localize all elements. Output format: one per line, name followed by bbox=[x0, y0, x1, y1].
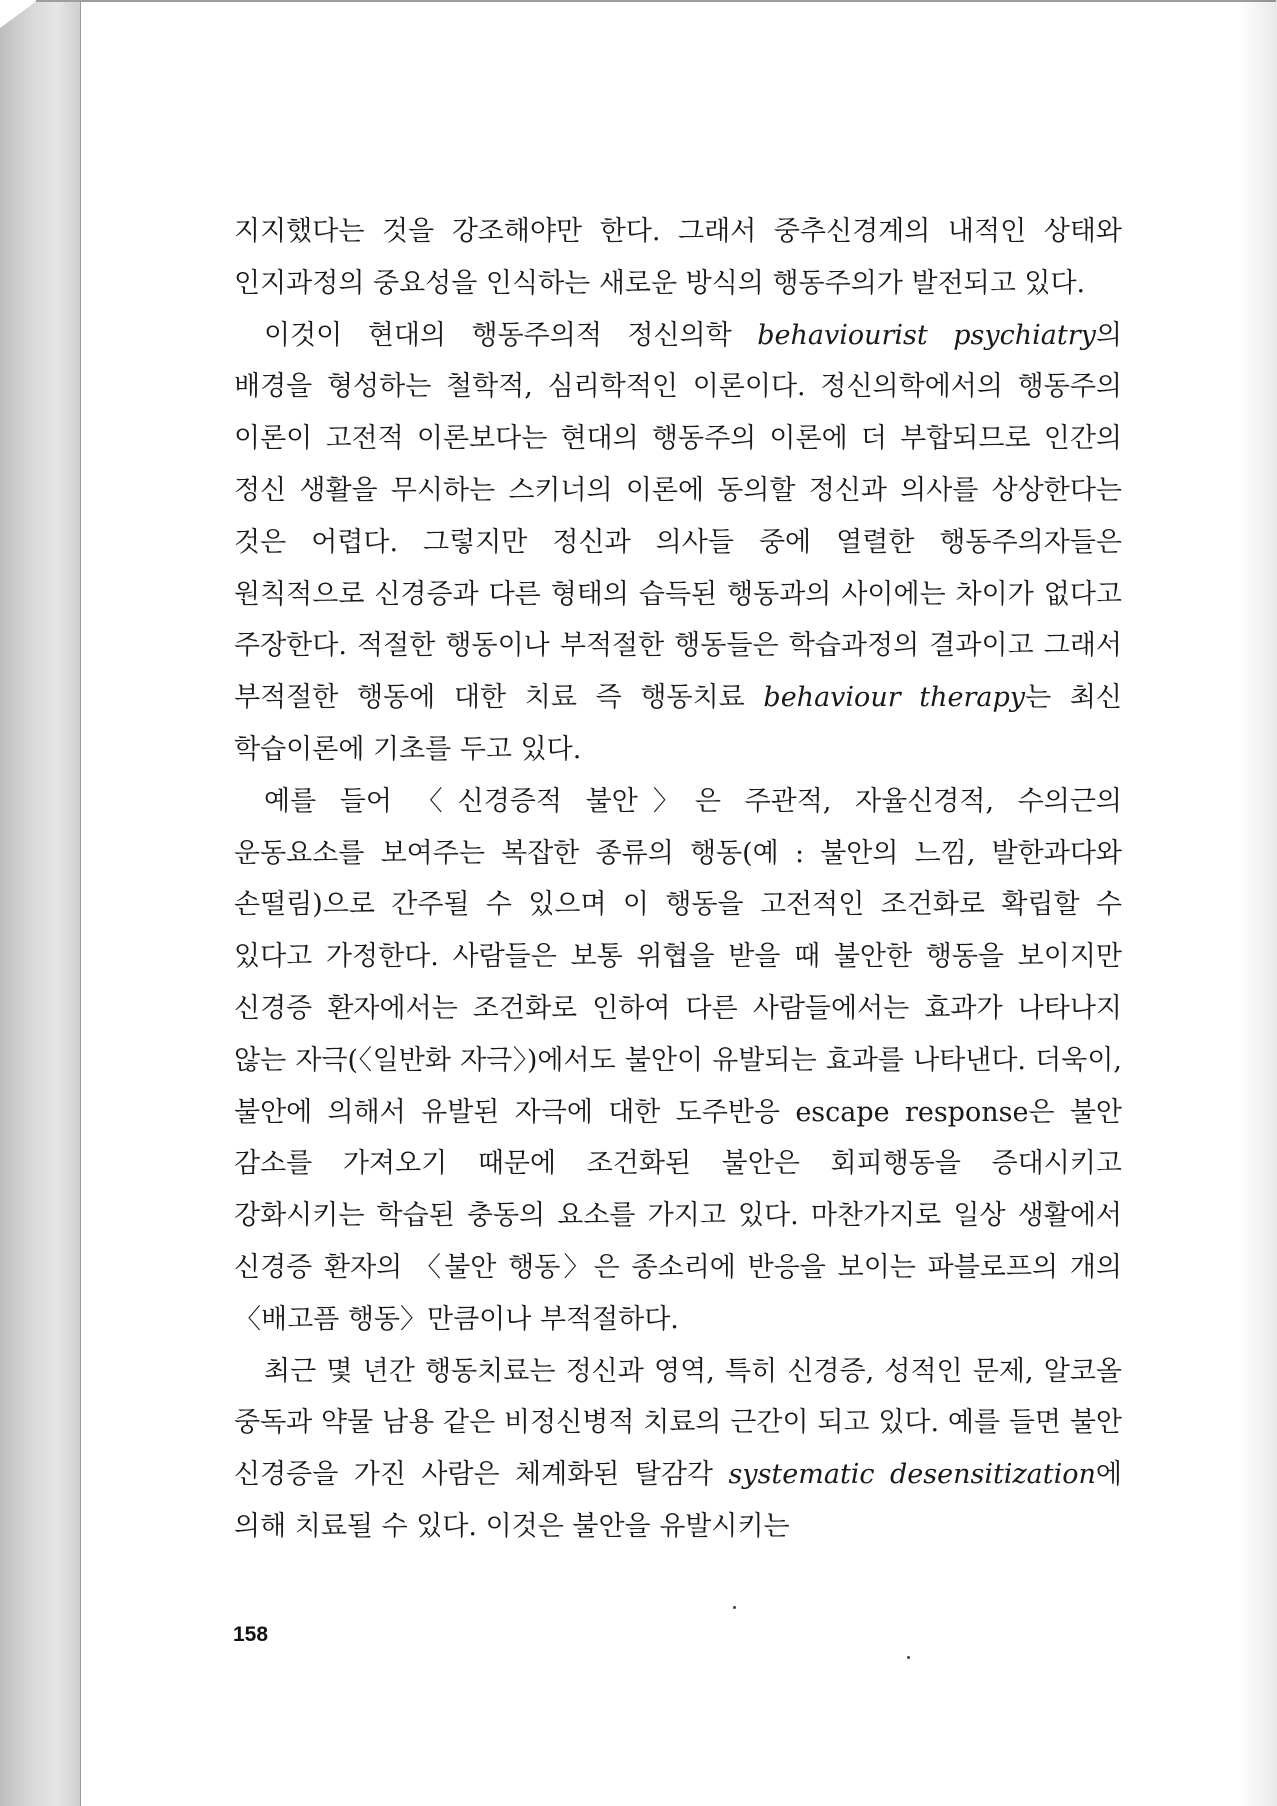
page-edge-shadow bbox=[1237, 0, 1277, 1806]
paragraph bbox=[234, 206, 1122, 310]
english-term: behaviour therapy bbox=[763, 682, 1026, 714]
speck-mark bbox=[907, 1656, 910, 1659]
paragraph bbox=[234, 310, 1122, 776]
text-run: 의 배경을 형성하는 철학적, 심리학적인 이론이다. 정신의학에서의 행동주의 이론이 고전적 이론보다는 현대의 행동주의 이론에 더 부합되므로 인간의 정신 생활을 무시하는 스키너의 이론에 동의할 정신과 의사를 상상한다는 것은 어렵다. 그렇지만 정신과 의사들 중에 열렬한 행동주의자들은 원칙적으로 신경증과 다른 형태의 습득된 행동과의 사이에는 차이가 없다고 주장한다. 적절한 행동이나 부적절한 행동들은 학습과정의 결과이고 그래서 부적절한 행동에 대한 치료 즉 행동치료 bbox=[234, 319, 1123, 714]
text-run: 이것이 현대의 행동주의적 정신의학 bbox=[264, 319, 758, 351]
text-run: 에 의해 치료될 수 있다. 이것은 불안을 유발시키는 bbox=[234, 1459, 1122, 1542]
text-run: 최근 몇 년간 행동치료는 정신과 영역, 특히 신경증, 성적인 문제, 알코올 중독과 약물 남용 같은 비정신병적 치료의 근간이 되고 있다. 예를 들면 불안 신경증을 가진 사람은 체계화된 탈감각 bbox=[234, 1355, 1122, 1491]
book-spine bbox=[0, 0, 80, 1806]
paragraph bbox=[234, 776, 1122, 1346]
body-text bbox=[234, 206, 1122, 1553]
speck-mark bbox=[733, 1606, 736, 1609]
english-term: systematic desensitization bbox=[728, 1459, 1096, 1491]
text-run: 예를 들어 〈신경증적 불안〉은 주관적, 자율신경적, 수의근의 운동요소를 보여주는 복잡한 종류의 행동(예 : 불안의 느낌, 발한과다와 손떨림)으로 간주될 수 있으며 이 행동을 고전적인 조건화로 확립할 수 있다고 가정한다. 사람들은 보통 위협을 받을 때 불안한 행동을 보이지만 신경증 환자에서는 조건화로 인하여 다른 사람들에서는 효과가 나타나지 않는 자극(〈일반화 자극〉)에서도 불안이 유발되는 효과를 나타낸다. 더욱이, 불안에 의해서 유발된 자극에 대한 도주반응 escape response은 불안 감소를 가져오기 때문에 조건화된 불안은 회피행동을 증대시키고 강화시키는 학습된 충동의 요소를 가지고 있다. 마찬가지로 일상 생활에서 신경증 환자의 〈불안 행동〉은 종소리에 반응을 보이는 파블로프의 개의 〈배고픔 행동〉만큼이나 부적절하다. bbox=[234, 785, 1122, 1335]
text-run: 는 최신 학습이론에 기초를 두고 있다. bbox=[234, 682, 1122, 765]
text-run: 지지했다는 것을 강조해야만 한다. 그래서 중추신경계의 내적인 상태와 인지과정의 중요성을 인식하는 새로운 방식의 행동주의가 발전되고 있다. bbox=[234, 216, 1122, 299]
english-term: behaviourist psychiatry bbox=[757, 319, 1096, 351]
paragraph bbox=[234, 1346, 1122, 1553]
page-number: 158 bbox=[233, 1623, 269, 1646]
